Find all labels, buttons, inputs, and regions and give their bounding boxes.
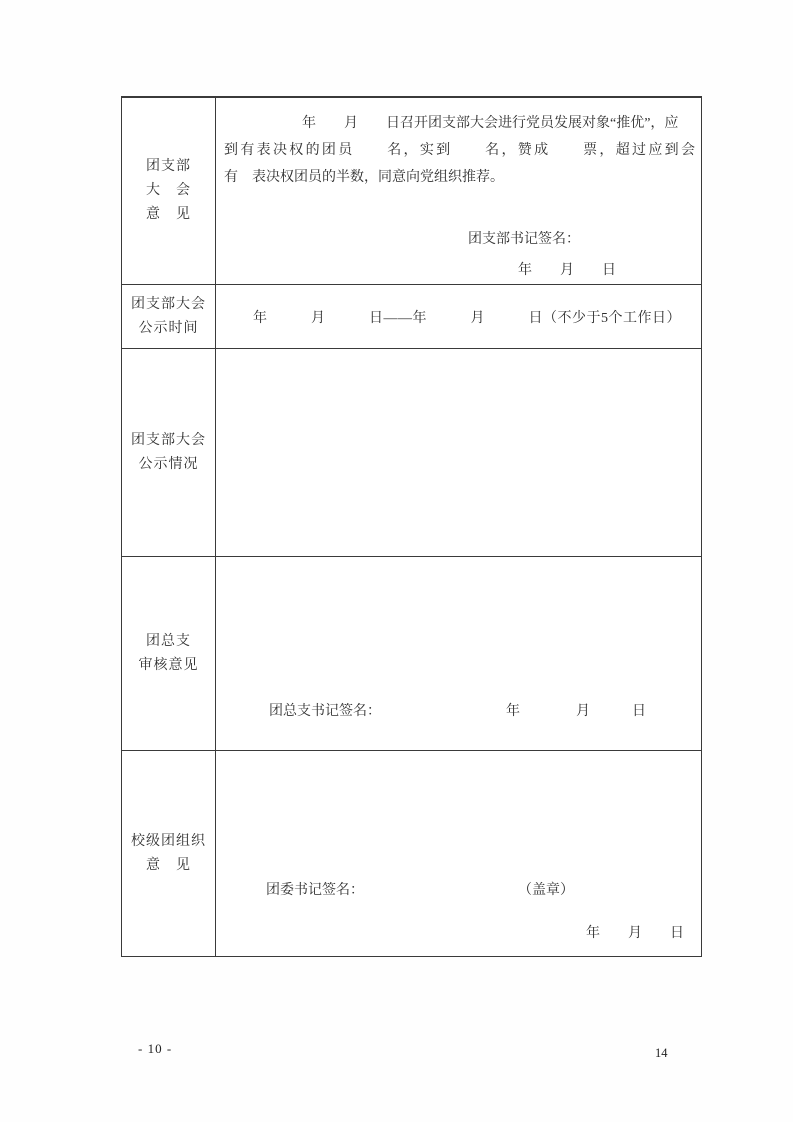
page-number-right: 14: [655, 1046, 668, 1060]
league-committee-secretary-signature-label: 团委书记签名：: [266, 883, 364, 898]
paragraph-line: 有 表决权团员的半数，同意向党组织推荐。: [224, 170, 504, 185]
row-publicity-status: [122, 348, 701, 556]
content-branch-meeting-opinion: [216, 98, 701, 284]
label-general-branch-review: [122, 557, 216, 750]
general-branch-date-line: 年 月 日: [506, 704, 646, 719]
branch-secretary-signature-label: 团支部书记签名：: [468, 232, 580, 247]
label-line: 公示情况: [138, 456, 199, 472]
row-general-branch-review: [122, 556, 701, 750]
paragraph-line: 到有表决权的团员 名，实到 名，赞成 票，超过应到会: [224, 143, 695, 158]
label-line: 团支部大会: [131, 432, 206, 448]
row-publicity-time: [122, 284, 701, 348]
paragraph-line: 年 月 日召开团支部大会进行党员发展对象“推优”，应: [302, 116, 679, 131]
content-general-branch-review: [216, 557, 701, 750]
label-branch-meeting-opinion: [122, 98, 216, 284]
label-line: 公示时间: [138, 320, 199, 336]
content-school-league-opinion: [216, 751, 701, 956]
publicity-time-line: 年 月 日——年 月 日（不少于5个工作日）: [253, 310, 681, 326]
label-line: 团支部大会: [131, 296, 206, 312]
label-school-league-opinion: [122, 751, 216, 956]
branch-date-line: 年 月 日: [518, 263, 616, 278]
recommendation-form-table: [121, 96, 702, 957]
label-line: 审核意见: [138, 657, 199, 673]
general-branch-secretary-signature-label: 团总支书记签名：: [269, 704, 381, 719]
label-line: 大 会: [146, 183, 191, 198]
row-school-league-opinion: [122, 750, 701, 956]
page-number-left: - 10 -: [138, 1041, 173, 1056]
label-publicity-status: [122, 349, 216, 556]
content-publicity-time: [216, 285, 701, 348]
content-publicity-status: [216, 349, 701, 556]
label-line: 校级团组织: [131, 833, 206, 849]
school-league-date-line: 年 月 日: [586, 926, 684, 941]
seal-label: （盖章）: [518, 883, 574, 898]
label-line: 意 见: [146, 207, 191, 222]
label-line: 团支部: [146, 159, 191, 174]
label-line: 团总支: [146, 633, 191, 649]
label-line: 意 见: [146, 857, 191, 873]
row-branch-meeting-opinion: [122, 98, 701, 284]
label-publicity-time: [122, 285, 216, 348]
meeting-opinion-paragraph: [224, 110, 695, 191]
